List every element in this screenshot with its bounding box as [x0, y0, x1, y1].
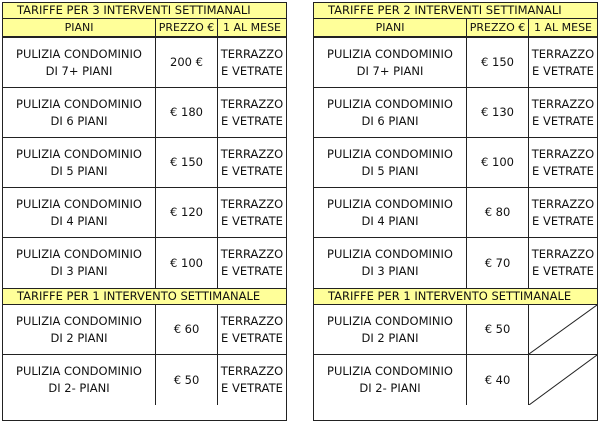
prezzo-cell: € 150 [156, 138, 218, 187]
mese-cell: TERRAZZO E VETRATE [220, 46, 284, 78]
right-price-table [313, 2, 598, 421]
mese-cell: TERRAZZO E VETRATE [531, 146, 595, 178]
column-header-prezzo: PREZZO € [156, 19, 218, 36]
prezzo-cell: € 150 [467, 38, 529, 87]
piani-cell: PULIZIA CONDOMINIO DI 4 PIANI [3, 188, 156, 237]
diagonal-strike [529, 305, 597, 354]
table-row [314, 188, 597, 238]
mese-cell: TERRAZZO E VETRATE [220, 146, 284, 178]
piani-cell: PULIZIA CONDOMINIO DI 5 PIANI [314, 138, 467, 187]
prezzo-cell: € 50 [156, 355, 218, 405]
piani-cell: PULIZIA CONDOMINIO DI 3 PIANI [3, 238, 156, 288]
empty-mese-cell [529, 305, 597, 354]
right-column-header-row [314, 19, 597, 38]
piani-cell: PULIZIA CONDOMINIO DI 2- PIANI [3, 355, 156, 405]
right-section-title: TARIFFE PER 1 INTERVENTO SETTIMANALE [314, 288, 597, 305]
piani-cell: PULIZIA CONDOMINIO DI 6 PIANI [314, 88, 467, 137]
prezzo-cell: € 40 [467, 355, 529, 405]
table-row [3, 305, 286, 355]
piani-cell: PULIZIA CONDOMINIO DI 2- PIANI [314, 355, 467, 405]
mese-cell: TERRAZZO E VETRATE [531, 247, 595, 278]
piani-cell: PULIZIA CONDOMINIO DI 6 PIANI [3, 88, 156, 137]
prezzo-cell: € 100 [467, 138, 529, 187]
table-row [3, 188, 286, 238]
prezzo-cell: € 180 [156, 88, 218, 137]
table-row [314, 88, 597, 138]
piani-cell: PULIZIA CONDOMINIO DI 7+ PIANI [3, 38, 156, 87]
piani-cell: PULIZIA CONDOMINIO DI 4 PIANI [314, 188, 467, 237]
table-row [314, 305, 597, 355]
piani-cell: PULIZIA CONDOMINIO DI 2 PIANI [3, 305, 156, 354]
mese-cell: TERRAZZO E VETRATE [220, 96, 284, 128]
column-header-mese: 1 AL MESE [529, 19, 597, 36]
prezzo-cell: € 80 [467, 188, 529, 237]
table-row [314, 38, 597, 88]
left-table-title: TARIFFE PER 3 INTERVENTI SETTIMANALI [3, 3, 286, 19]
column-header-prezzo: PREZZO € [467, 19, 529, 36]
prezzo-cell: € 70 [467, 238, 529, 288]
table-row [314, 238, 597, 288]
piani-cell: PULIZIA CONDOMINIO DI 3 PIANI [314, 238, 467, 288]
mese-cell: TERRAZZO E VETRATE [531, 96, 595, 128]
mese-cell: TERRAZZO E VETRATE [220, 313, 284, 345]
left-price-table [2, 2, 287, 421]
table-row [314, 138, 597, 188]
prezzo-cell: 200 € [156, 38, 218, 87]
left-section-title: TARIFFE PER 1 INTERVENTO SETTIMANALE [3, 288, 286, 305]
mese-cell: TERRAZZO E VETRATE [220, 196, 284, 228]
table-row [3, 88, 286, 138]
prezzo-cell: € 60 [156, 305, 218, 354]
column-header-piani: PIANI [314, 19, 467, 36]
prezzo-cell: € 120 [156, 188, 218, 237]
table-row [3, 138, 286, 188]
piani-cell: PULIZIA CONDOMINIO DI 2 PIANI [314, 305, 467, 354]
prezzo-cell: € 50 [467, 305, 529, 354]
column-header-piani: PIANI [3, 19, 156, 36]
table-row [314, 355, 597, 405]
mese-cell: TERRAZZO E VETRATE [531, 46, 595, 78]
mese-cell: TERRAZZO E VETRATE [220, 247, 284, 278]
right-table-title: TARIFFE PER 2 INTERVENTI SETTIMANALI [314, 3, 597, 19]
table-row [3, 38, 286, 88]
table-row [3, 238, 286, 288]
piani-cell: PULIZIA CONDOMINIO DI 5 PIANI [3, 138, 156, 187]
prezzo-cell: € 100 [156, 238, 218, 288]
diagonal-strike [529, 355, 597, 405]
piani-cell: PULIZIA CONDOMINIO DI 7+ PIANI [314, 38, 467, 87]
mese-cell: TERRAZZO E VETRATE [531, 196, 595, 228]
left-column-header-row [3, 19, 286, 38]
table-row [3, 355, 286, 405]
column-header-mese: 1 AL MESE [218, 19, 286, 36]
prezzo-cell: € 130 [467, 88, 529, 137]
empty-mese-cell [529, 355, 597, 405]
mese-cell: TERRAZZO E VETRATE [220, 364, 284, 395]
